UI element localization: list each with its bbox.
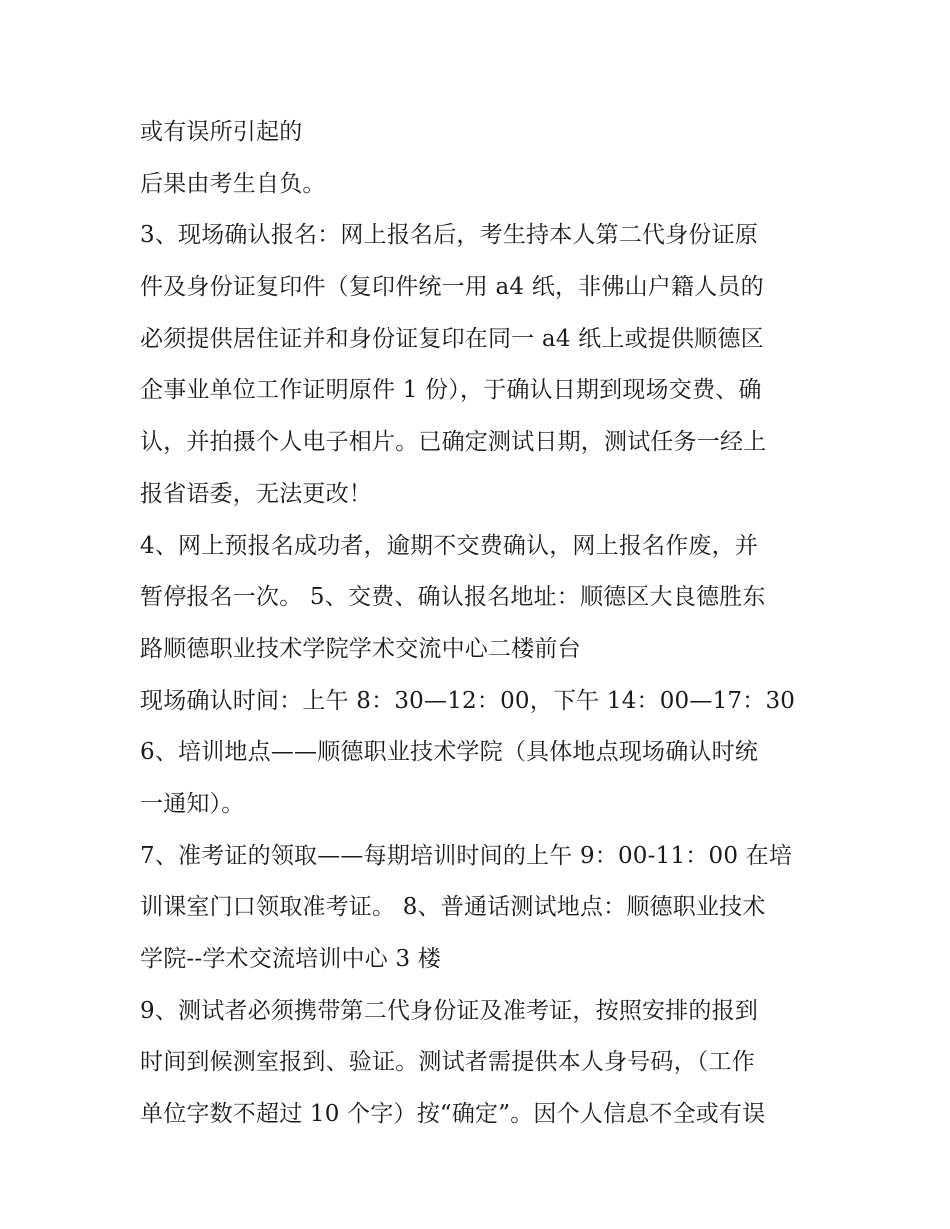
text-line: 4、网上预报名成功者，逾期不交费确认，网上报名作废，并 bbox=[140, 532, 759, 559]
text-line: 时间到候测室报到、验证。测试者需提供本人身号码，（工作 bbox=[140, 1049, 755, 1076]
text-line: 7、准考证的领取——每期培训时间的上午 9：00-11：00 在培 bbox=[140, 842, 793, 869]
text-line: 单位字数不超过 10 个字）按“确定”。因个人信息不全或有误 bbox=[140, 1101, 766, 1128]
text-line: 现场确认时间：上午 8：30—12：00，下午 14：00—17：30 bbox=[140, 687, 796, 714]
text-line: 后果由考生自负。 bbox=[140, 170, 326, 197]
text-line: 6、培训地点——顺德职业技术学院（具体地点现场确认时统 bbox=[140, 739, 759, 766]
text-line: 认，并拍摄个人电子相片。已确定测试日期，测试任务一经上 bbox=[140, 429, 767, 456]
text-line: 一通知）。 bbox=[140, 790, 245, 817]
text-line: 学院--学术交流培训中心 3 楼 bbox=[140, 946, 441, 972]
text-line: 路顺德职业技术学院学术交流中心二楼前台 bbox=[140, 635, 581, 662]
text-line: 必须提供居住证并和身份证复印在同一 a4 纸上或提供顺德区 bbox=[140, 325, 764, 352]
text-line: 3、现场确认报名：网上报名后，考生持本人第二代身份证原 bbox=[140, 222, 759, 249]
text-line: 报省语委，无法更改！ bbox=[140, 480, 372, 507]
body-text bbox=[140, 107, 830, 1141]
text-line: 或有误所引起的 bbox=[140, 119, 303, 145]
text-line: 训课室门口领取准考证。 8、普通话测试地点：顺德职业技术 bbox=[140, 894, 766, 921]
text-line: 9、测试者必须携带第二代身份证及准考证，按照安排的报到 bbox=[140, 997, 759, 1024]
text-line: 企事业单位工作证明原件 1 份），于确认日期到现场交费、确 bbox=[140, 377, 762, 404]
text-line: 暂停报名一次。 5、交费、确认报名地址：顺德区大良德胜东 bbox=[140, 584, 766, 611]
text-line: 件及身份证复印件（复印件统一用 a4 纸，非佛山户籍人员的 bbox=[140, 274, 764, 301]
